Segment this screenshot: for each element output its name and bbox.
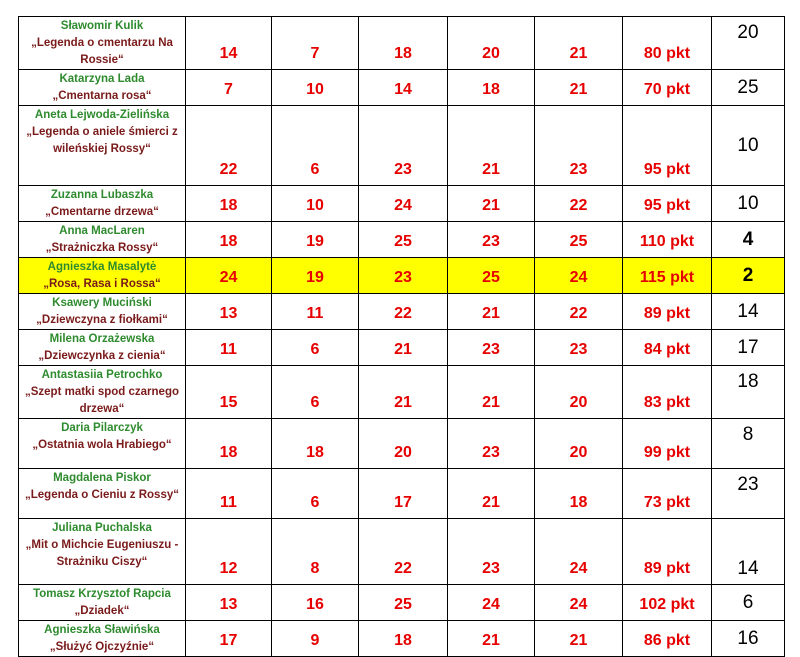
score-cell: 6 xyxy=(272,469,359,519)
place-cell: 10 xyxy=(712,106,785,186)
place-cell: 25 xyxy=(712,70,785,106)
total-cell: 99 pkt xyxy=(623,419,712,469)
place-cell: 14 xyxy=(712,294,785,330)
table-row xyxy=(19,621,785,657)
author-name: Milena Orzażewska xyxy=(49,333,155,345)
score-cell: 21 xyxy=(448,186,535,222)
score-cell: 19 xyxy=(272,222,359,258)
work-title: „Ostatnia wola Hrabiego“ xyxy=(32,439,172,451)
total-cell: 95 pkt xyxy=(623,186,712,222)
score-cell: 14 xyxy=(359,70,448,106)
entry-cell xyxy=(19,222,186,258)
work-title: „Cmentarna rosa“ xyxy=(52,90,152,102)
score-cell: 10 xyxy=(272,70,359,106)
score-cell: 6 xyxy=(272,330,359,366)
score-cell: 18 xyxy=(272,419,359,469)
table-row xyxy=(19,106,785,186)
entry-cell xyxy=(19,258,186,294)
score-cell: 21 xyxy=(448,106,535,186)
score-cell: 23 xyxy=(359,258,448,294)
score-cell: 22 xyxy=(186,106,272,186)
score-cell: 18 xyxy=(448,70,535,106)
score-cell: 17 xyxy=(359,469,448,519)
score-cell: 12 xyxy=(186,519,272,585)
work-title: „Cmentarne drzewa“ xyxy=(45,206,159,218)
table-row xyxy=(19,258,785,294)
score-cell: 21 xyxy=(359,330,448,366)
score-cell: 22 xyxy=(535,186,623,222)
place-cell: 8 xyxy=(712,419,785,469)
score-cell: 21 xyxy=(535,621,623,657)
total-cell: 73 pkt xyxy=(623,469,712,519)
entry-cell xyxy=(19,186,186,222)
score-cell: 24 xyxy=(535,585,623,621)
place-cell: 6 xyxy=(712,585,785,621)
work-title: „Służyć Ojczyźnie“ xyxy=(49,641,155,653)
score-cell: 18 xyxy=(359,17,448,70)
score-cell: 23 xyxy=(535,330,623,366)
score-cell: 15 xyxy=(186,366,272,419)
table-row xyxy=(19,469,785,519)
entry-cell xyxy=(19,621,186,657)
score-cell: 18 xyxy=(186,222,272,258)
score-cell: 18 xyxy=(535,469,623,519)
score-cell: 21 xyxy=(359,366,448,419)
author-name: Agnieszka Sławińska xyxy=(44,624,160,636)
entry-cell xyxy=(19,519,186,585)
work-title: „Rosa, Rasa i Rossa“ xyxy=(43,278,161,290)
score-cell: 18 xyxy=(186,186,272,222)
place-cell: 16 xyxy=(712,621,785,657)
table-row xyxy=(19,366,785,419)
score-cell: 6 xyxy=(272,106,359,186)
score-cell: 20 xyxy=(359,419,448,469)
score-cell: 8 xyxy=(272,519,359,585)
place-cell: 10 xyxy=(712,186,785,222)
score-cell: 23 xyxy=(448,419,535,469)
score-cell: 24 xyxy=(186,258,272,294)
entry-cell xyxy=(19,17,186,70)
place-cell: 18 xyxy=(712,366,785,419)
table-row xyxy=(19,186,785,222)
table-row xyxy=(19,419,785,469)
score-cell: 6 xyxy=(272,366,359,419)
score-cell: 24 xyxy=(448,585,535,621)
work-title: „Legenda o aniele śmierci z wileńskiej Rossy“ xyxy=(26,126,178,155)
table-row xyxy=(19,585,785,621)
score-cell: 7 xyxy=(272,17,359,70)
score-cell: 20 xyxy=(535,419,623,469)
results-table xyxy=(18,16,785,657)
score-cell: 18 xyxy=(186,419,272,469)
author-name: Antastasiia Petrochko xyxy=(41,369,163,381)
score-cell: 25 xyxy=(359,585,448,621)
score-cell: 19 xyxy=(272,258,359,294)
author-name: Ksawery Muciński xyxy=(52,297,152,309)
author-name: Juliana Puchalska xyxy=(52,522,152,534)
score-cell: 23 xyxy=(448,519,535,585)
score-cell: 24 xyxy=(359,186,448,222)
score-cell: 16 xyxy=(272,585,359,621)
work-title: „Szept matki spod czarnego drzewa“ xyxy=(24,386,179,415)
work-title: „Dziewczynka z cienia“ xyxy=(38,350,166,362)
work-title: „Legenda o cmentarzu Na Rossie“ xyxy=(31,37,173,66)
total-cell: 102 pkt xyxy=(623,585,712,621)
place-cell: 17 xyxy=(712,330,785,366)
entry-cell xyxy=(19,70,186,106)
entry-cell xyxy=(19,106,186,186)
score-cell: 13 xyxy=(186,294,272,330)
place-cell: 23 xyxy=(712,469,785,519)
score-cell: 24 xyxy=(535,519,623,585)
score-cell: 21 xyxy=(535,17,623,70)
work-title: „Mit o Michcie Eugeniuszu - Strażniku Ciszy“ xyxy=(25,539,179,568)
score-cell: 21 xyxy=(448,366,535,419)
score-cell: 20 xyxy=(448,17,535,70)
score-cell: 10 xyxy=(272,186,359,222)
author-name: Agnieszka Masalytė xyxy=(47,261,157,273)
total-cell: 80 pkt xyxy=(623,17,712,70)
total-cell: 84 pkt xyxy=(623,330,712,366)
author-name: Tomasz Krzysztof Rapcia xyxy=(33,588,171,600)
total-cell: 115 pkt xyxy=(623,258,712,294)
score-cell: 24 xyxy=(535,258,623,294)
score-cell: 11 xyxy=(186,469,272,519)
author-name: Anna MacLaren xyxy=(59,225,145,237)
author-name: Aneta Lejwoda-Zielińska xyxy=(34,109,170,121)
entry-cell xyxy=(19,585,186,621)
author-name: Magdalena Piskor xyxy=(53,472,151,484)
place-cell: 2 xyxy=(712,258,785,294)
score-cell: 23 xyxy=(448,222,535,258)
entry-cell xyxy=(19,330,186,366)
total-cell: 70 pkt xyxy=(623,70,712,106)
work-title: „Strażniczka Rossy“ xyxy=(45,242,159,254)
score-cell: 22 xyxy=(535,294,623,330)
score-cell: 11 xyxy=(186,330,272,366)
table-row xyxy=(19,70,785,106)
score-cell: 25 xyxy=(359,222,448,258)
place-cell: 4 xyxy=(712,222,785,258)
table-row xyxy=(19,330,785,366)
score-cell: 13 xyxy=(186,585,272,621)
work-title: „Dziewczyna z fiołkami“ xyxy=(36,314,168,326)
total-cell: 89 pkt xyxy=(623,519,712,585)
author-name: Sławomir Kulik xyxy=(60,20,144,32)
table-row xyxy=(19,222,785,258)
place-cell: 20 xyxy=(712,17,785,70)
entry-cell xyxy=(19,419,186,469)
score-cell: 23 xyxy=(448,330,535,366)
entry-cell xyxy=(19,294,186,330)
total-cell: 83 pkt xyxy=(623,366,712,419)
table-row xyxy=(19,17,785,70)
table-row xyxy=(19,294,785,330)
score-cell: 17 xyxy=(186,621,272,657)
total-cell: 86 pkt xyxy=(623,621,712,657)
score-cell: 23 xyxy=(359,106,448,186)
results-table-body xyxy=(19,17,785,657)
score-cell: 21 xyxy=(535,70,623,106)
author-name: Katarzyna Lada xyxy=(59,73,145,85)
author-name: Daria Pilarczyk xyxy=(61,422,143,434)
work-title: „Dziadek“ xyxy=(74,605,130,617)
score-cell: 7 xyxy=(186,70,272,106)
score-cell: 22 xyxy=(359,519,448,585)
author-name: Zuzanna Lubaszka xyxy=(50,189,154,201)
score-cell: 25 xyxy=(535,222,623,258)
total-cell: 89 pkt xyxy=(623,294,712,330)
score-cell: 23 xyxy=(535,106,623,186)
score-cell: 11 xyxy=(272,294,359,330)
score-cell: 21 xyxy=(448,621,535,657)
work-title: „Legenda o Cieniu z Rossy“ xyxy=(25,489,179,501)
score-cell: 20 xyxy=(535,366,623,419)
total-cell: 110 pkt xyxy=(623,222,712,258)
score-cell: 25 xyxy=(448,258,535,294)
score-cell: 18 xyxy=(359,621,448,657)
table-row xyxy=(19,519,785,585)
entry-cell xyxy=(19,469,186,519)
score-cell: 21 xyxy=(448,294,535,330)
score-cell: 22 xyxy=(359,294,448,330)
place-cell: 14 xyxy=(712,519,785,585)
score-cell: 14 xyxy=(186,17,272,70)
total-cell: 95 pkt xyxy=(623,106,712,186)
score-cell: 9 xyxy=(272,621,359,657)
score-cell: 21 xyxy=(448,469,535,519)
entry-cell xyxy=(19,366,186,419)
